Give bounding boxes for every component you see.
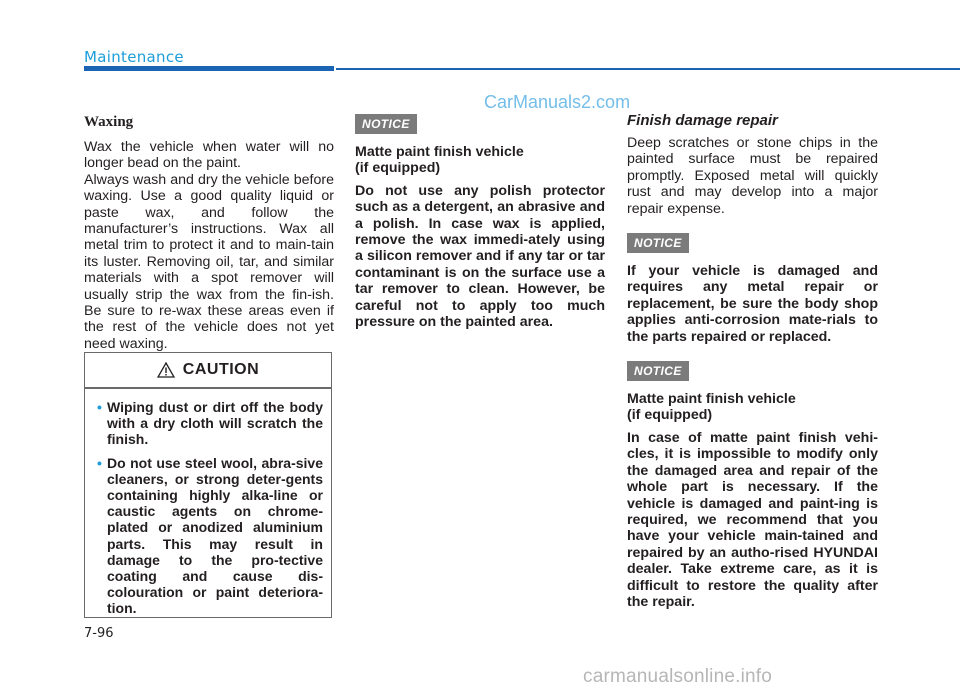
bullet-icon: • (97, 399, 102, 415)
matte-repair-subheading: Matte paint finish vehicle (if equipped) (627, 391, 796, 424)
section-title: Maintenance (84, 48, 184, 66)
warning-triangle-icon (157, 362, 175, 378)
caution-header (85, 353, 331, 387)
notice-badge: NOTICE (627, 233, 689, 253)
footer-watermark: carmanualsonline.info (583, 666, 773, 687)
list-item: • Wiping dust or dirt off the body with a dry cloth will scratch the finish. (97, 399, 323, 448)
caution-list (97, 399, 323, 617)
column-matte-notice (355, 108, 605, 330)
notice-metal-repair-body: If your vehicle is damaged and requires any metal repair or replacement, be sure the body shop applies anti-corrosion mate-rials to the parts repaired or replaced. (627, 263, 878, 345)
header-rule-thick (84, 66, 334, 71)
caution-divider (85, 387, 331, 389)
matte-repair-body: In case of matte paint finish vehi-cles, it is impossible to modify only the damaged area and repair of the whole part is necessary. If the vehicle is damaged and paint-ing is required, we recommend that you have your vehicle main-tained and repaired by an autho-rised HYUNDAI dealer. Take extreme care, as it is difficult to restore the quality after the repair. (627, 429, 878, 610)
caution-title: CAUTION (182, 361, 260, 378)
finish-damage-heading: Finish damage repair (627, 112, 778, 129)
page-number: 7-96 (84, 626, 114, 641)
bullet-icon: • (97, 454, 102, 471)
matte-notice-body: Do not use any polish protector such as a detergent, an abrasive and a polish. In case wax is applied, remove the wax immedi-ately using a silicon remover and if any tar or tar contaminant is on the surface use a tar remover to clean. However, be careful not to apply too much pressure on the painted area. (355, 182, 605, 331)
list-item: • Do not use steel wool, abra-sive cleaners, or strong deter-gents containing highly alka-line or caustic agents on chrome-plated or anodized aluminium parts. This may result in damage to the pro-tective coating and cause dis-colouration or paint deteriora-tion. (97, 454, 323, 617)
finish-damage-intro: Deep scratches or stone chips in the painted surface must be repaired promptly. Exposed metal will quickly rust and may develop into a major repair expense. (627, 135, 878, 217)
waxing-heading: Waxing (84, 114, 134, 130)
matte-subheading: Matte paint finish vehicle (if equipped) (355, 144, 524, 177)
column-waxing (84, 108, 334, 352)
column-finish-damage (627, 108, 878, 610)
caution-box (84, 352, 332, 618)
notice-badge: NOTICE (627, 361, 689, 381)
header-rule-thin (336, 68, 960, 70)
watermark-top: CarManuals2.com (484, 92, 631, 112)
waxing-body: Wax the vehicle when water will no longer bead on the paint. Always wash and dry the vehicle before waxing. Use a good quality liquid or paste wax, and follow the manufacturer’s instructions. Wax all metal trim to protect it and to main-tain its luster. Removing oil, tar, and similar materials with a spot remover will usually strip the wax from the fin-ish. Be sure to re-wax these areas even if the rest of the vehicle does not yet need waxing. (84, 139, 334, 352)
notice-badge: NOTICE (355, 114, 417, 134)
